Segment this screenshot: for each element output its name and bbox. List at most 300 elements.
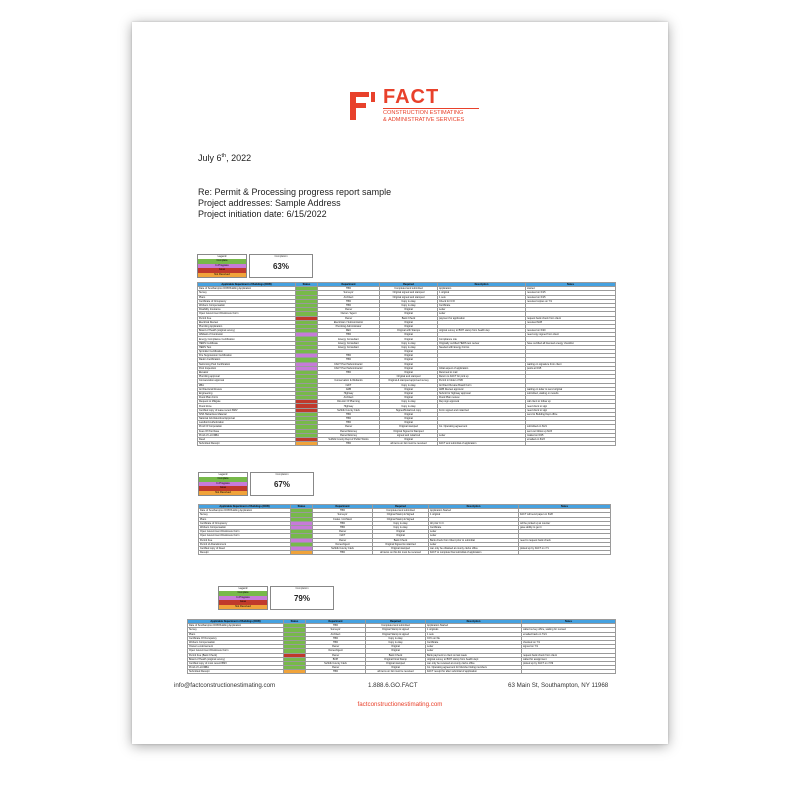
- table-cell: Codes / Architect: [313, 517, 373, 521]
- table-cell: Request to Mitigate: [198, 400, 296, 404]
- table-cell: Flood Zone: [198, 404, 296, 408]
- column-header: Required: [380, 283, 438, 287]
- table-cell: sent out follow up 6/23: [526, 429, 616, 433]
- table-cell: Certificate Of Occupancy: [188, 636, 284, 640]
- table-cell: Fire Suppression Certification: [198, 354, 296, 358]
- table-cell: Co. Operating agreement for Member listing members: [426, 666, 522, 670]
- table-cell: can only be obtained at county clerks office: [429, 546, 519, 550]
- table-cell: CO's on file: [426, 636, 522, 640]
- table-cell: received copies on 7/1: [526, 299, 616, 303]
- document-page: [132, 22, 668, 744]
- table-cell: Certificate: [438, 303, 526, 307]
- table-cell: Original: [380, 391, 438, 395]
- table-cell: Copy is okay: [380, 341, 438, 345]
- table-cell: Open Government Disclosure Form: [188, 649, 284, 653]
- table-cell: all items on list must be received: [366, 670, 426, 674]
- table-cell: Originally certified HERS test review: [438, 341, 526, 345]
- table-cell: Letter: [438, 308, 526, 312]
- table-cell: FACT will send paper on 6/28: [519, 513, 611, 517]
- legend-item: Not Received: [219, 605, 267, 609]
- table-cell: Original: [380, 333, 438, 337]
- table-cell: Owner/Attorney: [318, 429, 380, 433]
- table-cell: call client to follow up: [526, 400, 616, 404]
- table-cell: FACT to complete final submittal of application: [429, 551, 519, 555]
- table-cell: TBD: [318, 354, 380, 358]
- table-cell: Copy is okay: [380, 345, 438, 349]
- table-cell: 1 original: [438, 291, 526, 295]
- table-cell: gave ability to get it: [519, 525, 611, 529]
- table-cell: Signed/Notarized copy: [380, 408, 438, 412]
- table-cell: will be picked up at counter: [519, 521, 611, 525]
- table-cell: Radon Certification: [198, 358, 296, 362]
- table-cell: Suffolk County Clerk: [318, 408, 380, 412]
- table-cell: Original: [373, 530, 429, 534]
- table-cell: Architect: [318, 295, 380, 299]
- table-cell: checked on 7/1: [522, 640, 616, 644]
- table-cell: emailed on 6/23: [526, 437, 616, 441]
- table-cell: Bank Check: [380, 316, 438, 320]
- table-cell: TBD: [306, 640, 366, 644]
- completion-percent: 79%: [293, 594, 310, 603]
- column-header: Required: [366, 620, 426, 624]
- table-cell: Original stamped: [380, 425, 438, 429]
- table-cell: Original: [380, 362, 438, 366]
- legend-item: Legend: [219, 587, 267, 591]
- table-cell: Bank payment to client on last week: [426, 653, 522, 657]
- table-cell: picked up by FACT on 7/1: [519, 546, 611, 550]
- table-cell: Original: [380, 354, 438, 358]
- table-cell: TBD: [306, 670, 366, 674]
- table-cell: Original: [366, 645, 426, 649]
- table-cell: pools at 6/15: [526, 366, 616, 370]
- table-cell: TBD: [318, 421, 380, 425]
- table-cell: ARB Review approval: [438, 387, 526, 391]
- table-cell: Copy is okay: [380, 303, 438, 307]
- table-cell: Highway: [318, 391, 380, 395]
- table-cell: Rep sign approval: [438, 400, 526, 404]
- table-cell: 1 originals: [426, 628, 522, 632]
- table-cell: Application Started: [429, 509, 519, 513]
- table-cell: TBD: [318, 412, 380, 416]
- table-cell: Copy is okay: [366, 636, 426, 640]
- table-cell: Surveyor: [306, 628, 366, 632]
- table-cell: Conservation approval: [198, 379, 296, 383]
- footer-email[interactable]: info@factconstructionestimating.com: [174, 682, 276, 689]
- legend-item: Issue: [199, 486, 247, 490]
- table-cell: Bank Check: [366, 653, 426, 657]
- table-cell: Plans: [188, 632, 284, 636]
- table-cell: have certified all licensed energy checklist: [526, 341, 616, 345]
- permit-table: [187, 619, 616, 674]
- completion-label: Completion: [295, 587, 309, 590]
- table-cell: Copy is okay: [373, 525, 429, 529]
- table-cell: HERS Test: [198, 345, 296, 349]
- table-cell: BOH: [306, 657, 366, 661]
- addresses-line: Project addresses: Sample Address: [198, 198, 341, 208]
- legend-item: Not Received: [198, 273, 246, 277]
- column-header: Description: [426, 620, 522, 624]
- column-header: Required: [373, 505, 429, 509]
- table-cell: Board of Health (original survey): [198, 329, 296, 333]
- table-cell: Original Final Stamp: [366, 657, 426, 661]
- table-cell: Workers Compensation: [198, 303, 296, 307]
- table-cell: need to request bank check: [519, 538, 611, 542]
- table-cell: FACT receipt for after submittal of application: [426, 670, 522, 674]
- initiation-line: Project initiation date: 6/15/2022: [198, 209, 327, 219]
- table-cell: FACT and submittal of application: [438, 442, 526, 446]
- table-cell: Original Stamp & Signed: [373, 517, 429, 521]
- column-header: Department: [306, 620, 366, 624]
- table-cell: Architect: [318, 396, 380, 400]
- completion-label: Completion: [275, 473, 289, 476]
- legend-item: Issue: [198, 268, 246, 272]
- table-cell: Workers Compensation: [188, 640, 284, 644]
- table-cell: Swimming Pool Certification: [198, 362, 296, 366]
- table-cell: emailed back on 7/21: [522, 632, 616, 636]
- table-row: [199, 551, 611, 555]
- table-cell: Highway: [318, 404, 380, 408]
- table-cell: Plans: [198, 295, 296, 299]
- table-cell: received on 6/15: [526, 295, 616, 299]
- table-cell: Original: [380, 312, 438, 316]
- table-cell: Flood Plain Form: [198, 396, 296, 400]
- table-cell: Electrician / Subcontractor: [318, 320, 380, 324]
- table-cell: Plumbing approval: [198, 375, 296, 379]
- table-cell: Suffolk County Clerk: [313, 546, 373, 550]
- legend-colors: [197, 254, 247, 278]
- column-header: Status: [284, 620, 306, 624]
- table-cell: Permit in folder of NB: [438, 379, 526, 383]
- table-cell: Engineering: [198, 391, 296, 395]
- table-cell: FACT Pool Subcontractor: [318, 366, 380, 370]
- table-cell: Letter: [438, 433, 526, 437]
- table-cell: TBD: [313, 521, 373, 525]
- table-cell: Original: [380, 320, 438, 324]
- column-header: Notes: [522, 620, 616, 624]
- table-cell: TBD: [318, 442, 380, 446]
- table-cell: request bank check from client: [522, 653, 616, 657]
- table-cell: Owner/Attorney: [318, 433, 380, 437]
- table-cell: Original: [380, 437, 438, 441]
- table-cell: Original: [380, 337, 438, 341]
- table-cell: Conservation & Wetlands: [318, 379, 380, 383]
- table-cell: need client to sign: [526, 404, 616, 408]
- permit-table: [198, 504, 611, 555]
- table-cell: Application Started: [426, 624, 522, 628]
- table-cell: NHA Hazardous Material: [198, 412, 296, 416]
- table-cell: original survey to BOH stamp from health dept: [426, 657, 522, 661]
- table-cell: Completed and submitted: [380, 287, 438, 291]
- table-cell: Return to FACT for pick up: [438, 375, 526, 379]
- table-cell: picked up by FACT on 7/29: [522, 661, 616, 665]
- table-cell: Original stamped: [366, 661, 426, 665]
- column-header: Applicable Department of Buildings (DOB): [198, 283, 296, 287]
- table-cell: Original: [380, 308, 438, 312]
- table-cell: Certified copy of Deed: [199, 546, 291, 550]
- table-cell: TBD: [306, 624, 366, 628]
- table-cell: Original with Stamps: [380, 329, 438, 333]
- table-cell: Certified copy of lease recent BMV: [198, 408, 296, 412]
- table-cell: Suffolk County Dept of Public Works: [318, 437, 380, 441]
- table-cell: Submit for highway approval: [438, 391, 526, 395]
- table-cell: Receipt: [199, 551, 291, 555]
- table-cell: TBD: [306, 636, 366, 640]
- table-cell: Copy is okay: [366, 640, 426, 644]
- table-cell: Initial aspect of application: [438, 366, 526, 370]
- table-cell: Application: [438, 287, 526, 291]
- table-cell: Workers Compensation: [199, 525, 291, 529]
- table-cell: Elevator: [198, 370, 296, 374]
- table-cell: started: [526, 287, 616, 291]
- legend-colors: [218, 586, 268, 610]
- table-cell: Original: [380, 396, 438, 400]
- table-cell: Survey: [198, 291, 296, 295]
- table-cell: Energy Consultant: [318, 341, 380, 345]
- table-cell: Owner: [313, 538, 373, 542]
- table-cell: Owner/Agent: [313, 542, 373, 546]
- table-cell: TBD: [313, 525, 373, 529]
- table-cell: 1 sets: [438, 295, 526, 299]
- table-cell: Owner: [318, 316, 380, 320]
- table-cell: Certified copy of most recent BMV: [188, 661, 284, 665]
- table-cell: Returned to mail: [438, 370, 526, 374]
- legend-item: Complete: [198, 259, 246, 263]
- table-cell: need client to sign: [526, 408, 616, 412]
- table-cell: Original and stamped: [380, 375, 438, 379]
- table-cell: NA/T: [313, 534, 373, 538]
- table-cell: Completed and submitted: [366, 624, 426, 628]
- table-cell: Original Stamp & signed: [366, 628, 426, 632]
- column-header: Description: [429, 505, 519, 509]
- table-cell: Survey: [188, 628, 284, 632]
- permit-table: [197, 282, 616, 446]
- table-cell: Copy is okay: [380, 383, 438, 387]
- table-cell: can only be received at county clerks office: [426, 661, 522, 665]
- table-cell: Surveyor: [313, 513, 373, 517]
- table-cell: DEC: [318, 329, 380, 333]
- table-cell: Open Government Disclosure Form: [199, 530, 291, 534]
- column-header: Applicable Department of Buildings (DOB): [188, 620, 284, 624]
- table-cell: Owner/Agent: [306, 649, 366, 653]
- logo-tagline: [383, 110, 464, 123]
- table-cell: TBD: [318, 303, 380, 307]
- table-cell: Check for C/O: [438, 299, 526, 303]
- table-cell: Affidavit of Contractor: [198, 333, 296, 337]
- status-cell: [284, 670, 306, 674]
- column-header: Notes: [519, 505, 611, 509]
- table-cell: waiting on letter to send original: [526, 387, 616, 391]
- table-cell: Energy Compliance Certification: [198, 337, 296, 341]
- table-cell: NA/T: [318, 383, 380, 387]
- table-cell: signed on 7/1: [522, 645, 616, 649]
- table-cell: Original: [380, 350, 438, 354]
- legend-item: Complete: [199, 477, 247, 481]
- legend-colors: [198, 472, 248, 496]
- table-cell: Bank check from Client prior to submittal: [429, 538, 519, 542]
- footer-website[interactable]: factconstructionestimating.com: [357, 701, 443, 708]
- table-cell: mailed on 6/25: [526, 433, 616, 437]
- table-cell: Original: [366, 666, 426, 670]
- table-cell: submitted on 6/21: [526, 425, 616, 429]
- table-cell: Form signed and notarized: [438, 408, 526, 412]
- table-cell: Plumbing Administrator: [318, 324, 380, 328]
- table-cell: received 6/28: [526, 320, 616, 324]
- table-cell: request bank check from client: [526, 316, 616, 320]
- table-cell: Proof of LLC/DBA: [188, 666, 284, 670]
- table-cell: Owner: [318, 425, 380, 429]
- table-cell: TBD: [318, 333, 380, 337]
- logo-tagline-line1: CONSTRUCTION ESTIMATING: [383, 110, 464, 116]
- table-cell: Needed with Energy Forms: [438, 345, 526, 349]
- footer-address: 63 Main St, Southampton, NY 11968: [508, 682, 609, 689]
- logo-tagline-line2: & ADMINISTRATIVE SERVICES: [383, 116, 465, 123]
- table-cell: TBD: [318, 417, 380, 421]
- table-cell: Date of Southampton DOB Building Application: [198, 287, 296, 291]
- table-cell: Original: [380, 412, 438, 416]
- table-cell: Original: [373, 534, 429, 538]
- table-cell: Fees Of Purchase: [198, 429, 296, 433]
- completion-percent: 63%: [272, 262, 289, 271]
- table-cell: Letter: [429, 534, 519, 538]
- table-cell: Original: [380, 421, 438, 425]
- table-cell: received on 6/20: [526, 329, 616, 333]
- table-cell: TBD: [318, 370, 380, 374]
- table-cell: Survey: [199, 513, 291, 517]
- legend-item: Complete: [219, 591, 267, 595]
- table-cell: Flood Plain review: [438, 396, 526, 400]
- table-cell: all items on list must be received: [380, 442, 438, 446]
- table-cell: Energy Consultant: [318, 345, 380, 349]
- column-header: Applicable Department of Buildings (DOB): [199, 505, 291, 509]
- legend-item: Not Received: [199, 491, 247, 495]
- table-cell: Director Of Planning: [318, 400, 380, 404]
- table-cell: Original Signed & Stamped: [380, 429, 438, 433]
- table-cell: Plumbing Application: [198, 324, 296, 328]
- table-cell: Energy Consultant: [318, 337, 380, 341]
- table-cell: Suffolk County Clerk: [306, 661, 366, 665]
- table-cell: Permit Fee: [199, 538, 291, 542]
- table-cell: Date of Southampton DOB Building Application: [199, 509, 291, 513]
- table-cell: Submitted Receipt: [198, 442, 296, 446]
- company-logo: [347, 86, 465, 128]
- legend-box: [197, 254, 313, 278]
- legend-item: Issue: [219, 600, 267, 604]
- table-cell: Landlord Authorization: [198, 421, 296, 425]
- table-cell: [522, 670, 616, 674]
- table-cell: Plans: [199, 517, 291, 521]
- table-cell: all items on this list must be received: [373, 551, 429, 555]
- table-cell: Date of Southampton DOB Building Application: [188, 624, 284, 628]
- table-cell: Copy is okay: [380, 299, 438, 303]
- table-cell: Copy is okay: [380, 400, 438, 404]
- table-row: [188, 670, 616, 674]
- legend-item: In Progress: [199, 482, 247, 486]
- table-cell: HERS Certificate: [198, 341, 296, 345]
- table-cell: TBD: [318, 287, 380, 291]
- table-cell: Permit of Abandonment: [199, 542, 291, 546]
- footer-phone: 1.888.6.GO.FACT: [368, 682, 418, 689]
- table-cell: Owner: [306, 653, 366, 657]
- table-cell: Original & stamped approved survey: [380, 379, 438, 383]
- table-cell: Certificate: [426, 640, 522, 644]
- column-header: Status: [296, 283, 318, 287]
- table-cell: waiting on signature from client: [526, 362, 616, 366]
- table-cell: Bank Check: [373, 538, 429, 542]
- legend-box: [218, 586, 334, 610]
- table-cell: TBD: [313, 509, 373, 513]
- table-cell: Compliance Lite: [438, 337, 526, 341]
- logo-name: FACT: [383, 86, 440, 108]
- completion-box: [250, 472, 314, 496]
- table-cell: submitted, waiting on results: [526, 391, 616, 395]
- table-cell: Co. Operating agreement: [438, 425, 526, 429]
- table-cell: 1 original: [429, 513, 519, 517]
- table-cell: Proof Of Corporation: [198, 425, 296, 429]
- table-cell: FACT Pool Subcontractor: [318, 362, 380, 366]
- table-cell: Letter: [426, 649, 522, 653]
- table-cell: need copy signed from client: [526, 333, 616, 337]
- table-cell: All prior C.O.: [429, 521, 519, 525]
- column-header: Department: [313, 505, 373, 509]
- table-cell: Electrical Review: [198, 320, 296, 324]
- table-cell: Owners endorsement: [188, 645, 284, 649]
- table-cell: ZBA: [198, 383, 296, 387]
- table-cell: TBD: [313, 551, 373, 555]
- table-cell: received on 6/15: [526, 291, 616, 295]
- column-header: Description: [438, 283, 526, 287]
- table-cell: 1 sets: [426, 632, 522, 636]
- table-cell: Submitted Receipt: [188, 670, 284, 674]
- table-cell: TBD: [318, 358, 380, 362]
- logo-divider: [383, 108, 479, 109]
- subject-line: Re: Permit & Processing progress report sample: [198, 187, 392, 197]
- table-cell: ARB: [318, 387, 380, 391]
- table-cell: Original: [366, 649, 426, 653]
- table-cell: National Grid Electrical Approval: [198, 417, 296, 421]
- legend-item: In Progress: [219, 596, 267, 600]
- table-cell: Original: [380, 387, 438, 391]
- table-cell: Architect Review Board Form: [438, 383, 526, 387]
- table-cell: Disability Insurance: [198, 308, 296, 312]
- table-cell: payment for application: [438, 316, 526, 320]
- table-cell: Pool Inspection: [198, 366, 296, 370]
- table-cell: Owner: [306, 645, 366, 649]
- legend-item: Legend: [198, 255, 246, 259]
- table-cell: Original: [380, 417, 438, 421]
- table-cell: Letter: [429, 542, 519, 546]
- table-cell: Certificate of Occupancy: [199, 521, 291, 525]
- table-cell: Original Stamp & Signed: [373, 513, 429, 517]
- status-cell: [296, 442, 318, 446]
- table-cell: Copy is okay: [380, 404, 438, 408]
- table-cell: Certificate of Occupancy: [198, 299, 296, 303]
- table-cell: TBD: [318, 299, 380, 303]
- table-cell: Letter: [429, 530, 519, 534]
- status-cell: [291, 551, 313, 555]
- table-cell: Letter: [426, 645, 522, 649]
- completion-percent: 67%: [273, 480, 290, 489]
- table-cell: Original Stamp & signed: [366, 632, 426, 636]
- table-cell: Completed and submitted: [373, 509, 429, 513]
- table-cell: Architectural Review: [198, 387, 296, 391]
- table-cell: Owner: [318, 308, 380, 312]
- table-cell: called for assignment: [522, 657, 616, 661]
- table-cell: Original stamped: [373, 546, 429, 550]
- table-cell: Proof of LLC/DBA: [198, 433, 296, 437]
- table-cell: Open Government Disclosure Form: [198, 312, 296, 316]
- column-header: Status: [291, 505, 313, 509]
- table-cell: Owner: [313, 530, 373, 534]
